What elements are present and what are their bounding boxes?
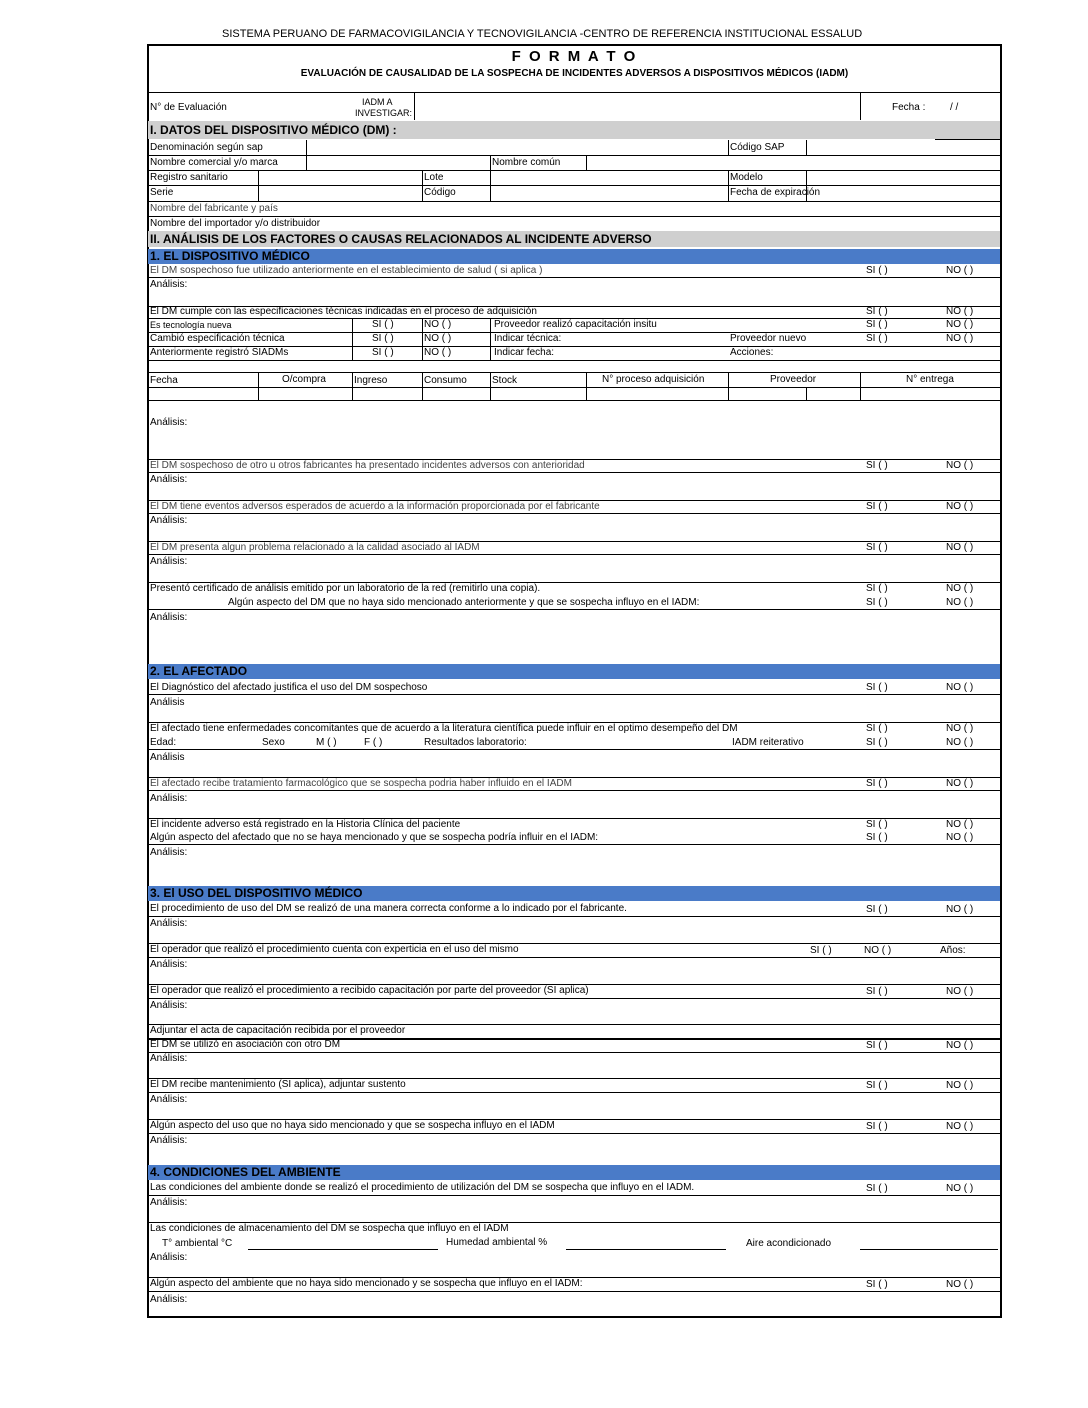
b4-q3: Algún aspecto del ambiente que no haya sido mencionado y se sospecha que influyo en el IADM:: [150, 1278, 583, 1289]
col-fecha: Fecha: [150, 375, 178, 386]
b1-q6-no[interactable]: NO ( ): [946, 583, 974, 594]
modelo-label: Modelo: [730, 172, 763, 183]
b2-q4-si[interactable]: SI ( ): [866, 819, 888, 830]
section-1-header: I. DATOS DEL DISPOSITIVO MÉDICO (DM) :: [148, 121, 1000, 139]
b3-analisis-5: Análisis:: [150, 1094, 188, 1105]
serie-label: Serie: [150, 187, 174, 198]
b3-q3-si[interactable]: SI ( ): [866, 986, 888, 997]
b1-q2: El DM cumple con las especificaciones técnicas indicadas en el proceso de adquisición: [150, 306, 537, 317]
block-3-header: 3. El USO DEL DISPOSITIVO MÉDICO: [148, 886, 1000, 901]
reiterativo-no[interactable]: NO ( ): [946, 737, 974, 748]
b1-q7: Algún aspecto del DM que no haya sido mencionado anteriormente y que se sospecha influyo en el IADM:: [228, 597, 700, 608]
codigo-label: Código: [424, 187, 456, 198]
b1-q1: El DM sospechoso fue utilizado anteriormente en el establecimiento de salud ( si aplica ): [150, 265, 543, 276]
b2-analisis-4: Análisis:: [150, 847, 188, 858]
iadm-label: IADM A: [362, 97, 393, 107]
b3-q1-no[interactable]: NO ( ): [946, 904, 974, 915]
b1-q2-si[interactable]: SI ( ): [866, 306, 888, 317]
col-stock: Stock: [492, 375, 518, 386]
indicar-tecnica-label: Indicar técnica:: [494, 333, 562, 344]
col-proveedor: Proveedor: [770, 374, 817, 385]
nombre-comun-label: Nombre común: [492, 157, 561, 168]
b4-q1-no[interactable]: NO ( ): [946, 1183, 974, 1194]
anterior-si[interactable]: SI ( ): [372, 347, 394, 358]
b3-q2: El operador que realizó el procedimiento cuenta con experticia en el uso del mismo: [150, 944, 519, 955]
b1-q3-si[interactable]: SI ( ): [866, 460, 888, 471]
block-1-header: 1. EL DISPOSITIVO MÉDICO: [148, 249, 1000, 264]
b1-q4: El DM tiene eventos adversos esperados de acuerdo a la información proporcionada por el fabricante: [150, 501, 600, 512]
b3-q7-si[interactable]: SI ( ): [866, 1121, 888, 1132]
reiterativo-si[interactable]: SI ( ): [866, 737, 888, 748]
form-subtitle: EVALUACIÓN DE CAUSALIDAD DE LA SOSPECHA DE INCIDENTES ADVERSOS A DISPOSITIVOS MÉDICOS (IADM): [300, 68, 849, 79]
sexo-m[interactable]: M ( ): [316, 737, 337, 748]
b2-q2: El afectado tiene enfermedades concomitantes que de acuerdo a la literatura científica puede influir en el optimo desempeño del DM: [150, 723, 738, 734]
b3-analisis-3: Análisis:: [150, 1000, 188, 1011]
b1-analisis-4: Análisis:: [150, 515, 188, 526]
b1-q7-si[interactable]: SI ( ): [866, 597, 888, 608]
denominacion-label: Denominación según sap: [150, 142, 263, 153]
b3-q2-si[interactable]: SI ( ): [810, 945, 832, 956]
prov-nuevo-label: Proveedor nuevo: [730, 333, 807, 344]
b3-analisis-2: Análisis:: [150, 959, 188, 970]
block-2-header: 2. EL AFECTADO: [148, 664, 1000, 679]
importador-label: Nombre del importador y/o distribuidor: [150, 218, 321, 229]
b2-q2-si[interactable]: SI ( ): [866, 723, 888, 734]
b3-q5-si[interactable]: SI ( ): [866, 1040, 888, 1051]
aire-label: Aire acondicionado: [746, 1238, 832, 1249]
b3-q6-no[interactable]: NO ( ): [946, 1080, 974, 1091]
b4-q2: Las condiciones de almacenamiento del DM se sospecha que influyo en el IADM: [150, 1223, 509, 1234]
anterior-no[interactable]: NO ( ): [424, 347, 452, 358]
col-entrega: N° entrega: [906, 374, 954, 385]
prov-nuevo-no[interactable]: NO ( ): [946, 333, 974, 344]
b3-analisis-1: Análisis:: [150, 918, 188, 929]
resultados-label: Resultados laboratorio:: [424, 737, 527, 748]
b4-analisis-2: Análisis:: [150, 1252, 188, 1263]
formato-title: F O R M A T O: [511, 48, 638, 65]
tec-nueva-si[interactable]: SI ( ): [372, 319, 394, 330]
indicar-fecha-label: Indicar fecha:: [494, 347, 555, 358]
codigo-sap-label: Código SAP: [730, 142, 785, 153]
sexo-label: Sexo: [262, 737, 285, 748]
b1-analisis-6: Análisis:: [150, 612, 188, 623]
fecha-slashes: / /: [950, 102, 959, 113]
anos-label: Años:: [940, 945, 966, 956]
fabricante-label: Nombre del fabricante y país: [150, 203, 278, 214]
b2-q1-si[interactable]: SI ( ): [866, 682, 888, 693]
b4-analisis-3: Análisis:: [150, 1294, 188, 1305]
b3-q6-si[interactable]: SI ( ): [866, 1080, 888, 1091]
temp-label: T° ambiental °C: [162, 1238, 233, 1249]
b1-analisis-3: Análisis:: [150, 474, 188, 485]
b3-q4: Adjuntar el acta de capacitación recibida por el proveedor: [150, 1025, 406, 1036]
b2-q4: El incidente adverso está registrado en la Historia Clínica del paciente: [150, 819, 461, 830]
b1-q1-si[interactable]: SI ( ): [866, 265, 888, 276]
fecha-expiracion-label: Fecha de expiración: [730, 187, 821, 198]
block-4-header: 4. CONDICIONES DEL AMBIENTE: [148, 1165, 1000, 1180]
edad-label: Edad:: [150, 737, 177, 748]
b2-analisis-1: Análisis: [150, 697, 185, 708]
tec-nueva-label: Es tecnología nueva: [150, 320, 232, 330]
b3-analisis-6: Análisis:: [150, 1135, 188, 1146]
b3-q1-si[interactable]: SI ( ): [866, 904, 888, 915]
cambio-si[interactable]: SI ( ): [372, 333, 394, 344]
b2-q3-no[interactable]: NO ( ): [946, 778, 974, 789]
header-title: SISTEMA PERUANO DE FARMACOVIGILANCIA Y TECNOVIGILANCIA -CENTRO DE REFERENCIA INSTITUCIONAL ESSALUD: [222, 28, 863, 40]
b1-q6: Presentó certificado de análisis emitido por un laboratorio de la red (remitirlo una copia).: [150, 583, 541, 594]
b3-q5: El DM se utilizó en asociación con otro DM: [150, 1039, 341, 1050]
b1-q3-no[interactable]: NO ( ): [946, 460, 974, 471]
b2-analisis-3: Análisis:: [150, 793, 188, 804]
b1-q5-no[interactable]: NO ( ): [946, 542, 974, 553]
b1-analisis-5: Análisis:: [150, 556, 188, 567]
b2-q5-si[interactable]: SI ( ): [866, 832, 888, 843]
b3-q6: El DM recibe mantenimiento (SI aplica), adjuntar sustento: [150, 1079, 406, 1090]
nombre-comercial-label: Nombre comercial y/o marca: [150, 157, 278, 168]
acciones-label: Acciones:: [730, 347, 774, 358]
b1-q1-no[interactable]: NO ( ): [946, 265, 974, 276]
b3-q1: El procedimiento de uso del DM se realizó de una manera correcta conforme a lo indicado por el fabricante.: [150, 903, 627, 914]
b4-q3-no[interactable]: NO ( ): [946, 1279, 974, 1290]
b2-analisis-2: Análisis: [150, 752, 185, 763]
reiterativo-label: IADM reiterativo: [732, 737, 804, 748]
b2-q4-no[interactable]: NO ( ): [946, 819, 974, 830]
b1-q5-si[interactable]: SI ( ): [866, 542, 888, 553]
b3-q3: El operador que realizó el procedimiento a recibido capacitación por parte del proveedor (SI aplica): [150, 985, 589, 996]
iadm-label-2: INVESTIGAR:: [355, 108, 413, 118]
b1-q4-no[interactable]: NO ( ): [946, 501, 974, 512]
anterior-label: Anteriormente registró SIADMs: [150, 347, 289, 358]
b1-q2-no[interactable]: NO ( ): [946, 306, 974, 317]
b3-analisis-4: Análisis:: [150, 1053, 188, 1064]
b1-q7-no[interactable]: NO ( ): [946, 597, 974, 608]
b1-analisis-1: Análisis:: [150, 279, 188, 290]
col-proceso: N° proceso adquisición: [602, 374, 705, 385]
b2-q1-no[interactable]: NO ( ): [946, 682, 974, 693]
b3-q3-no[interactable]: NO ( ): [946, 986, 974, 997]
b4-q3-si[interactable]: SI ( ): [866, 1279, 888, 1290]
b1-q6-si[interactable]: SI ( ): [866, 583, 888, 594]
tec-nueva-no[interactable]: NO ( ): [424, 319, 452, 330]
cambio-no[interactable]: NO ( ): [424, 333, 452, 344]
b3-q5-no[interactable]: NO ( ): [946, 1040, 974, 1051]
col-consumo: Consumo: [424, 375, 467, 386]
lote-label: Lote: [424, 172, 444, 183]
b1-q4-si[interactable]: SI ( ): [866, 501, 888, 512]
prov-cap-no[interactable]: NO ( ): [946, 319, 974, 330]
b1-q5: El DM presenta algun problema relacionado a la calidad asociado al IADM: [150, 542, 480, 553]
b1-analisis-2: Análisis:: [150, 417, 188, 428]
col-ocompra: O/compra: [282, 374, 326, 385]
b2-q1: El Diagnóstico del afectado justifica el uso del DM sospechoso: [150, 682, 428, 693]
humedad-label: Humedad ambiental %: [446, 1237, 548, 1248]
b3-q7: Algún aspecto del uso que no haya sido mencionado y que se sospecha influyo en el IADM: [150, 1120, 555, 1131]
b4-q1-si[interactable]: SI ( ): [866, 1183, 888, 1194]
section-2-header: II. ANÁLISIS DE LOS FACTORES O CAUSAS RELACIONADOS AL INCIDENTE ADVERSO: [148, 231, 1000, 247]
b4-analisis-1: Análisis:: [150, 1197, 188, 1208]
b2-q3-si[interactable]: SI ( ): [866, 778, 888, 789]
b2-q5-no[interactable]: NO ( ): [946, 832, 974, 843]
registro-label: Registro sanitario: [150, 172, 228, 183]
b4-q1: Las condiciones del ambiente donde se realizó el procedimiento de utilización del DM se sospecha que influyo en el IADM.: [150, 1182, 695, 1193]
prov-cap-si[interactable]: SI ( ): [866, 319, 888, 330]
b2-q3: El afectado recibe tratamiento farmacológico que se sospecha podria haber influido en el IADM: [150, 778, 572, 789]
b3-q7-no[interactable]: NO ( ): [946, 1121, 974, 1132]
col-ingreso: Ingreso: [354, 375, 388, 386]
b2-q2-no[interactable]: NO ( ): [946, 723, 974, 734]
prov-nuevo-si[interactable]: SI ( ): [866, 333, 888, 344]
cambio-label: Cambió especificación técnica: [150, 333, 285, 344]
b2-q5: Algún aspecto del afectado que no se haya mencionado y que se sospecha podría influir en el IADM:: [150, 832, 599, 843]
b1-q3: El DM sospechoso de otro u otros fabricantes ha presentado incidentes adversos con anterioridad: [150, 460, 585, 471]
b3-q2-no[interactable]: NO ( ): [864, 945, 892, 956]
fecha-label: Fecha :: [892, 102, 926, 113]
sexo-f[interactable]: F ( ): [364, 737, 383, 748]
eval-number-label: N° de Evaluación: [150, 102, 227, 113]
prov-cap-label: Proveedor realizó capacitación insitu: [494, 319, 657, 330]
